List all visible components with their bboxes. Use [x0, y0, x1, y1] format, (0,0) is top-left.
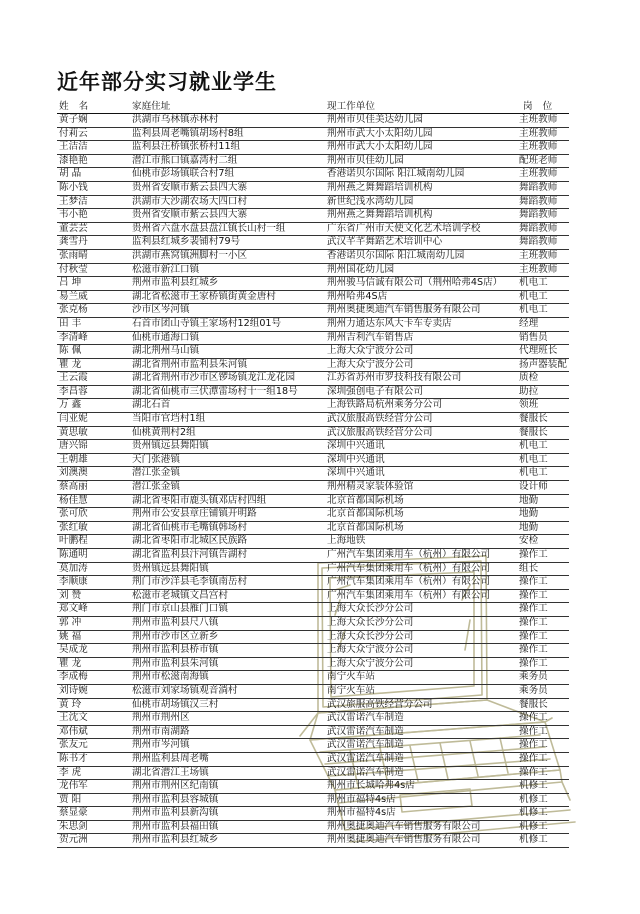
student-name: 万 鑫 [59, 399, 82, 411]
home-address: 天门张港镇 [132, 453, 180, 465]
position: 设计师 [519, 481, 548, 493]
table-row [57, 617, 569, 631]
home-address: 湖北省松滋市王家桥镇街黄金唐村 [132, 290, 276, 302]
student-name: 邓伟斌 [59, 725, 88, 737]
workplace: 广东省广州市天使文化艺术培训学校 [327, 222, 481, 234]
table-row [57, 168, 569, 182]
table-row [57, 345, 569, 359]
student-name: 闫亚妮 [59, 413, 88, 425]
table-header [57, 100, 569, 114]
workplace: 武汉雷诺汽车制造 [327, 739, 404, 751]
student-name: 张克杨 [59, 304, 88, 316]
table-row [57, 141, 569, 155]
position: 操作工 [519, 616, 548, 628]
student-name: 胡 晶 [59, 168, 82, 180]
workplace: 武汉旅服高铁经营分公司 [327, 413, 433, 425]
table-row [57, 495, 569, 509]
student-name: 吕 坤 [59, 277, 82, 289]
workplace: 广州汽车集团乘用车（杭州）有限公司 [327, 576, 491, 588]
position: 经理 [519, 317, 539, 329]
home-address: 荆门市京山县雁门口镇 [132, 603, 228, 615]
position: 餐服长 [519, 413, 548, 425]
position: 机电工 [519, 277, 548, 289]
table-row [57, 399, 569, 413]
home-address: 荆州市荆州区 [132, 712, 190, 724]
student-name: 杨佳慧 [59, 494, 88, 506]
student-name: 李顺康 [59, 576, 88, 588]
student-name: 刘 赞 [59, 589, 82, 601]
students-table [57, 100, 569, 848]
position: 操作工 [519, 630, 548, 642]
position: 操作工 [519, 752, 548, 764]
workplace: 荆州国花幼儿园 [327, 263, 395, 275]
position: 机修工 [519, 807, 548, 819]
table-row [57, 223, 569, 237]
position: 机修工 [519, 780, 548, 792]
workplace: 荆州市贝佳幼儿园 [327, 154, 404, 166]
home-address: 松滋市新江口镇 [132, 263, 200, 275]
position: 主班教师 [519, 127, 558, 139]
position: 主班教师 [519, 141, 558, 153]
position: 机电工 [519, 290, 548, 302]
student-name: 吴成龙 [59, 644, 88, 656]
home-address: 仙桃市通海口镇 [132, 331, 200, 343]
position: 餐服长 [519, 426, 548, 438]
table-row [57, 685, 569, 699]
workplace: 上海大众宁波分公司 [327, 657, 414, 669]
student-name: 王云霞 [59, 372, 88, 384]
student-name: 莫加涛 [59, 562, 88, 574]
table-row [57, 780, 569, 794]
student-name: 刘澳澳 [59, 467, 88, 479]
student-name: 张红敏 [59, 521, 88, 533]
workplace: 上海大众长沙分公司 [327, 603, 414, 615]
header-position: 岗位 [523, 101, 563, 112]
workplace: 荆州燕之舞舞蹈培训机构 [327, 181, 433, 193]
student-name: 朱思剑 [59, 820, 88, 832]
home-address: 湖北省荆州市监利县朱河镇 [132, 358, 248, 370]
table-row [57, 114, 569, 128]
table-row [57, 549, 569, 563]
workplace: 北京首都国际机场 [327, 508, 404, 520]
home-address: 荆州市沙市区立新乡 [132, 630, 219, 642]
position: 代理班长 [519, 345, 558, 357]
workplace: 深圳中兴通讯 [327, 467, 385, 479]
workplace: 荆州奥捷奥迪汽车销售服务有限公司 [327, 304, 481, 316]
student-name: 姚 福 [59, 630, 82, 642]
workplace: 荆州燕之舞舞蹈培训机构 [327, 209, 433, 221]
workplace: 上海大众宁波分公司 [327, 644, 414, 656]
table-row [57, 264, 569, 278]
table-row [57, 386, 569, 400]
position: 销售员 [519, 331, 548, 343]
workplace: 荆州奥捷奥迪汽车销售服务有限公司 [327, 820, 481, 832]
student-name: 付莉云 [59, 127, 88, 139]
workplace: 香港诺贝尔国际 阳江城南幼儿园 [327, 168, 465, 180]
home-address: 荆州市监利县新沟镇 [132, 807, 219, 819]
home-address: 荆州市松滋南海镇 [132, 671, 209, 683]
header-name: 姓名 [59, 101, 99, 112]
workplace: 武汉雷诺汽车制造 [327, 766, 404, 778]
workplace: 上海大众宁波分公司 [327, 345, 414, 357]
workplace: 荆州哈弗4S店 [327, 290, 388, 302]
student-name: 瞿 龙 [59, 657, 82, 669]
table-row [57, 644, 569, 658]
home-address: 湖北省监利县汴河镇告湖村 [132, 549, 248, 560]
home-address: 沙市区岑河镇 [132, 304, 190, 316]
position: 机电工 [519, 467, 548, 479]
position: 操作工 [519, 576, 548, 588]
student-name: 贾 阳 [59, 793, 82, 805]
student-name: 叶鹏程 [59, 535, 88, 547]
home-address: 荆州市岑河镇 [132, 739, 190, 751]
workplace: 上海大众长沙分公司 [327, 616, 414, 628]
student-name: 李 虎 [59, 766, 82, 778]
workplace: 荆州奥捷奥迪汽车销售服务有限公司 [327, 834, 481, 846]
student-name: 陈书才 [59, 752, 88, 764]
position: 舞蹈教师 [519, 236, 558, 248]
student-name: 李清峰 [59, 331, 88, 343]
home-address: 湖北省枣阳市北城区民族路 [132, 535, 248, 547]
student-name: 刘诗婉 [59, 684, 88, 696]
student-name: 瞿 龙 [59, 358, 82, 370]
position: 乘务员 [519, 684, 548, 696]
table-row [57, 522, 569, 536]
table-row [57, 739, 569, 753]
student-name: 张友元 [59, 739, 88, 751]
table-row [57, 332, 569, 346]
home-address: 洪湖市燕窝镇洲脚村一小区 [132, 249, 248, 261]
table-row [57, 128, 569, 142]
workplace: 香港诺贝尔国际 阳江城南幼儿园 [327, 249, 465, 261]
home-address: 荆门市沙洋县毛李镇南岳村 [132, 576, 248, 588]
position: 舞蹈教师 [519, 181, 558, 193]
workplace: 荆州市福特4s店 [327, 807, 396, 819]
position: 组长 [519, 562, 539, 574]
position: 机修工 [519, 793, 548, 805]
student-name: 王朝雄 [59, 453, 88, 465]
home-address: 湖北石首 [132, 399, 171, 411]
home-address: 湖北省潜江王场镇 [132, 766, 209, 778]
student-name: 陈小钱 [59, 181, 88, 193]
position: 主班教师 [519, 168, 558, 180]
position: 操作工 [519, 725, 548, 737]
position: 主班教师 [519, 249, 558, 261]
workplace: 北京首都国际机场 [327, 494, 404, 506]
table-row [57, 250, 569, 264]
position: 操作工 [519, 712, 548, 724]
student-name: 蔡显豪 [59, 807, 88, 819]
table-row [57, 413, 569, 427]
workplace: 武汉雷诺汽车制造 [327, 752, 404, 764]
workplace: 武汉雷诺汽车制造 [327, 725, 404, 737]
header-workplace: 现工作单位 [327, 101, 375, 112]
home-address: 贵州省安顺市紫云县四大寨 [132, 209, 248, 221]
home-address: 湖北省仙桃市毛嘴镇韩场村 [132, 521, 248, 533]
home-address: 荆州市监利县尺八镇 [132, 616, 219, 628]
table-row [57, 372, 569, 386]
workplace: 江苏省苏州市罗技科技有限公司 [327, 372, 462, 384]
workplace: 荆州骏马信诚有限公司（荆州哈弗4S店） [327, 277, 503, 289]
home-address: 仙桃市彭场镇联合村7组 [132, 168, 235, 180]
position: 扬声器装配 [519, 358, 567, 370]
table-row [57, 277, 569, 291]
home-address: 湖北省枣阳市鹿头镇邓店村四组 [132, 494, 267, 506]
table-row [57, 807, 569, 821]
home-address: 石首市团山寺镇王家场村12组01号 [132, 317, 282, 329]
table-row [57, 834, 569, 848]
table-row [57, 481, 569, 495]
page-title: 近年部分实习就业学生 [57, 70, 277, 94]
table-row [57, 671, 569, 685]
workplace: 南宁火车站 [327, 684, 375, 696]
workplace: 上海地铁 [327, 535, 366, 547]
student-name: 张雨晴 [59, 249, 88, 261]
home-address: 荆州市监利县红城乡 [132, 277, 219, 289]
position: 主班教师 [519, 263, 558, 275]
workplace: 北京首都国际机场 [327, 521, 404, 533]
workplace: 上海大众宁波分公司 [327, 358, 414, 370]
student-name: 贺元洲 [59, 834, 88, 846]
table-row [57, 712, 569, 726]
table-row [57, 304, 569, 318]
home-address: 荆州市监利县福田镇 [132, 820, 219, 832]
home-address: 荆州市监利县容城镇 [132, 793, 219, 805]
workplace: 深圳强创电子有限公司 [327, 385, 423, 397]
workplace: 广州汽车集团乘用车（杭州）有限公司 [327, 549, 491, 560]
position: 操作工 [519, 739, 548, 751]
table-row [57, 658, 569, 672]
home-address: 荆州市监利县朱河镇 [132, 657, 219, 669]
student-name: 李昌蓉 [59, 385, 88, 397]
student-name: 董芸芸 [59, 222, 88, 234]
home-address: 仙桃市胡场镇汉三村 [132, 698, 219, 710]
workplace: 武汉雷诺汽车制造 [327, 712, 404, 724]
position: 地勤 [519, 521, 539, 533]
workplace: 南宁火车站 [327, 671, 375, 683]
student-name: 王梦洁 [59, 195, 88, 207]
student-name: 韦小艳 [59, 209, 88, 221]
table-row [57, 590, 569, 604]
table-row [57, 359, 569, 373]
workplace: 荆州市贝佳美达幼儿园 [327, 114, 423, 125]
student-name: 郭 冲 [59, 616, 82, 628]
workplace: 荆州精灵家装体验馆 [327, 481, 414, 493]
position: 配班老师 [519, 154, 558, 166]
workplace: 深圳中兴通讯 [327, 453, 385, 465]
home-address: 荆州市监利县红城乡 [132, 834, 219, 846]
table-row [57, 196, 569, 210]
student-name: 唐兴锦 [59, 440, 88, 452]
workplace: 广州汽车集团乘用车（杭州）有限公司 [327, 562, 491, 574]
position: 舞蹈教师 [519, 195, 558, 207]
student-name: 龚雪丹 [59, 236, 88, 248]
table-row [57, 508, 569, 522]
position: 机电工 [519, 440, 548, 452]
workplace: 广州汽车集团乘用车（杭州）有限公司 [327, 589, 491, 601]
position: 操作工 [519, 657, 548, 669]
workplace: 荆州市长城哈弗4s店 [327, 780, 415, 792]
student-name: 付秋莹 [59, 263, 88, 275]
position: 操作工 [519, 549, 548, 560]
home-address: 荆州监利县周老嘴 [132, 752, 209, 764]
student-name: 李成梅 [59, 671, 88, 683]
home-address: 湖北省仙桃市三伏潭雷场村十一组18号 [132, 385, 298, 397]
position: 操作工 [519, 589, 548, 601]
table-row [57, 209, 569, 223]
table-row [57, 454, 569, 468]
position: 舞蹈教师 [519, 222, 558, 234]
home-address: 贵州省六盘水盘县盘江镇长山村一组 [132, 222, 286, 234]
home-address: 洪湖市大沙湖农场大四口村 [132, 195, 248, 207]
home-address: 洪湖市乌林镇赤林村 [132, 114, 219, 125]
workplace: 新世纪浅水湾幼儿园 [327, 195, 414, 207]
table-row [57, 767, 569, 781]
position: 机修工 [519, 834, 548, 846]
table-row [57, 753, 569, 767]
workplace: 荆州市武大小太阳幼儿园 [327, 127, 433, 139]
position: 操作工 [519, 766, 548, 778]
header-address: 家庭住址 [132, 101, 171, 112]
position: 机电工 [519, 453, 548, 465]
workplace: 上海铁路局杭州乘务分公司 [327, 399, 443, 411]
workplace: 武汉旅服高铁经营分公司 [327, 426, 433, 438]
student-name: 黄 玲 [59, 698, 82, 710]
position: 餐服长 [519, 698, 548, 710]
student-name: 龙伟军 [59, 780, 88, 792]
table-row [57, 440, 569, 454]
student-name: 王沈文 [59, 712, 88, 724]
workplace: 武汉芊芊舞蹈艺术培训中心 [327, 236, 443, 248]
table-row [57, 535, 569, 549]
table-row [57, 603, 569, 617]
position: 舞蹈教师 [519, 209, 558, 221]
student-name: 田 丰 [59, 317, 82, 329]
student-name: 张可欣 [59, 508, 88, 520]
table-row [57, 467, 569, 481]
table-row [57, 821, 569, 835]
home-address: 湖北荆州马山镇 [132, 345, 200, 357]
student-name: 易兰威 [59, 290, 88, 302]
student-name: 黄思敏 [59, 426, 88, 438]
position: 乘务员 [519, 671, 548, 683]
home-address: 贵州省安顺市紫云县四大寨 [132, 181, 248, 193]
position: 地勤 [519, 494, 539, 506]
workplace: 荆州力通达东风大卡车专卖店 [327, 317, 452, 329]
position: 助拉 [519, 385, 539, 397]
position: 机修工 [519, 820, 548, 832]
student-name: 漆艳艳 [59, 154, 88, 166]
home-address: 监利县红城乡裴铺村79号 [132, 236, 241, 248]
student-name: 郑文峰 [59, 603, 88, 615]
table-row [57, 291, 569, 305]
student-name: 陈通明 [59, 549, 88, 560]
home-address: 潜江张金镇 [132, 481, 180, 493]
position: 安检 [519, 535, 539, 547]
home-address: 荆州市公安县章庄铺镇开明路 [132, 508, 257, 520]
student-name: 陈 佩 [59, 345, 82, 357]
home-address: 监利县周老嘴镇胡场村8组 [132, 127, 244, 139]
workplace: 深圳中兴通讯 [327, 440, 385, 452]
home-address: 湖北省荆州市沙市区锣场镇龙江龙花园 [132, 372, 296, 384]
table-row [57, 236, 569, 250]
home-address: 荆州市南湖路 [132, 725, 190, 737]
home-address: 松滋市老城镇文昌宫村 [132, 589, 228, 601]
home-address: 荆州市荆州区纪南镇 [132, 780, 219, 792]
workplace: 武汉旅服高铁经营分公司 [327, 698, 433, 710]
table-row [57, 155, 569, 169]
workplace: 荆州吉利汽车销售店 [327, 331, 414, 343]
position: 质检 [519, 372, 539, 384]
position: 机电工 [519, 304, 548, 316]
workplace: 荆州市武大小太阳幼儿园 [327, 141, 433, 153]
home-address: 贵州镇远县舞阳镇 [132, 440, 209, 452]
workplace: 上海大众长沙分公司 [327, 630, 414, 642]
position: 操作工 [519, 603, 548, 615]
table-row [57, 318, 569, 332]
table-row [57, 576, 569, 590]
home-address: 荆州市监利县桥市镇 [132, 644, 219, 656]
student-name: 蔡高丽 [59, 481, 88, 493]
home-address: 松滋市刘家场镇观音淌村 [132, 684, 238, 696]
student-name: 黄子娴 [59, 114, 88, 125]
home-address: 当阳市官垱村1组 [132, 413, 206, 425]
position: 主班教师 [519, 114, 558, 125]
home-address: 监利县汪桥镇张桥村11组 [132, 141, 241, 153]
position: 地勤 [519, 508, 539, 520]
student-name: 王洁洁 [59, 141, 88, 153]
home-address: 潜江市熊口镇嘉湾村二组 [132, 154, 238, 166]
position: 领班 [519, 399, 539, 411]
home-address: 仙桃黄荆村2组 [132, 426, 196, 438]
table-row [57, 427, 569, 441]
table-row [57, 794, 569, 808]
position: 操作工 [519, 644, 548, 656]
table-row [57, 699, 569, 713]
table-row [57, 563, 569, 577]
table-row [57, 726, 569, 740]
table-row [57, 182, 569, 196]
table-row [57, 631, 569, 645]
home-address: 贵州镇远县舞阳镇 [132, 562, 209, 574]
workplace: 荆州市福特4s店 [327, 793, 396, 805]
home-address: 潜江张金镇 [132, 467, 180, 479]
